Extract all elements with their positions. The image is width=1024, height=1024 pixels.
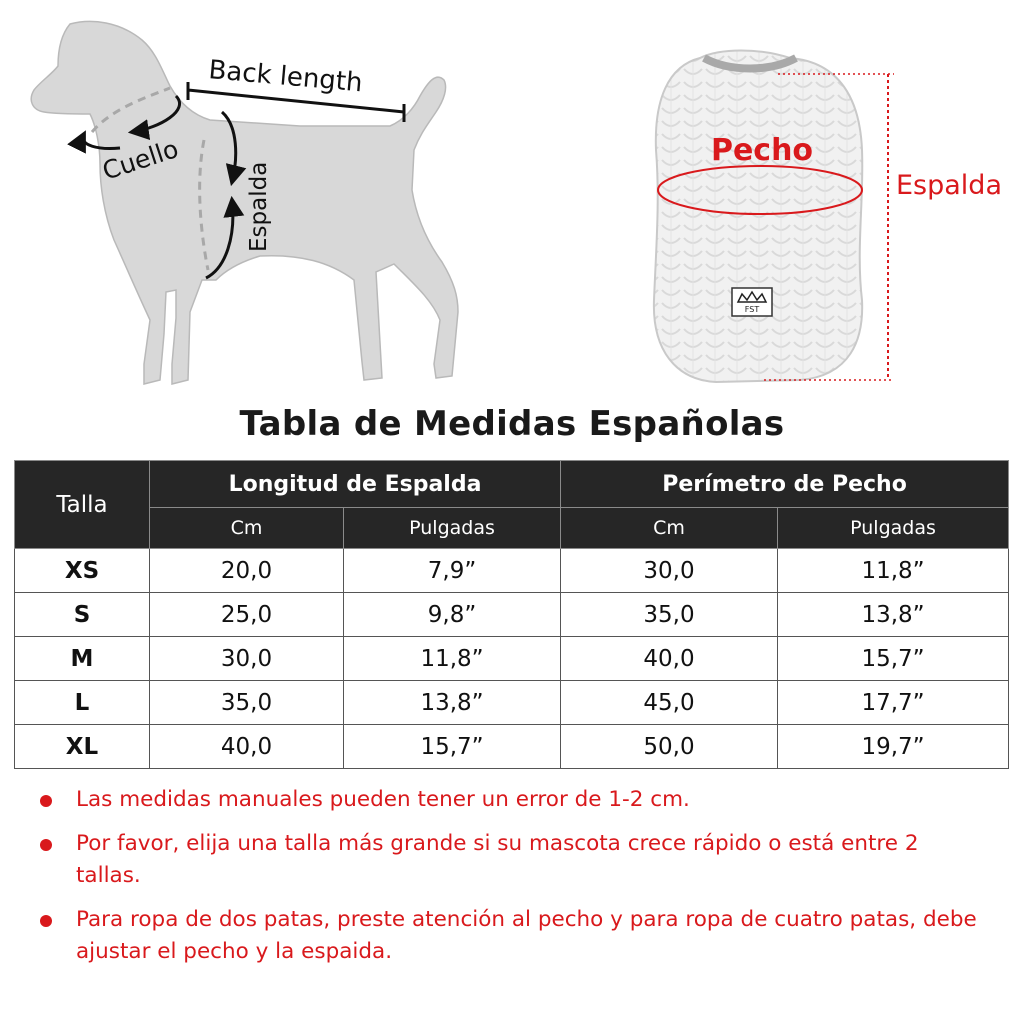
chest-in-cell: 11,8” [778, 549, 1009, 593]
tag-text: FST [744, 305, 760, 314]
size-cell: XL [15, 725, 150, 769]
back-cm-cell: 20,0 [150, 549, 344, 593]
chest-cm-header: Cm [561, 508, 778, 549]
back-in-cell: 11,8” [344, 637, 561, 681]
table-row [15, 681, 1009, 725]
back-cm-cell: 30,0 [150, 637, 344, 681]
chest-cm-cell: 50,0 [561, 725, 778, 769]
chest-cm-cell: 35,0 [561, 593, 778, 637]
size-cell: S [15, 593, 150, 637]
table-row [15, 637, 1009, 681]
back-length-label: Back length [207, 55, 364, 99]
note-item [40, 828, 990, 892]
chest-label: Pecho [710, 133, 814, 168]
page-title: Tabla de Medidas Españolas [239, 404, 785, 444]
back-in-cell: 15,7” [344, 725, 561, 769]
chest-in-cell: 15,7” [778, 637, 1009, 681]
notes-list [40, 784, 990, 980]
table-row [15, 725, 1009, 769]
back-in-header: Pulgadas [344, 508, 561, 549]
sweater-back-label: Espalda [896, 170, 1002, 201]
size-table [14, 460, 1009, 769]
chest-cm-cell: 30,0 [561, 549, 778, 593]
chest-cm-cell: 40,0 [561, 637, 778, 681]
chest-in-cell: 13,8” [778, 593, 1009, 637]
bullet-dot-icon [40, 795, 52, 807]
back-cm-cell: 40,0 [150, 725, 344, 769]
size-column-header: Talla [15, 461, 150, 549]
size-cell: L [15, 681, 150, 725]
chest-cm-cell: 45,0 [561, 681, 778, 725]
back-cm-header: Cm [150, 508, 344, 549]
chest-in-header: Pulgadas [778, 508, 1009, 549]
back-in-cell: 13,8” [344, 681, 561, 725]
back-cm-cell: 35,0 [150, 681, 344, 725]
size-cell: XS [15, 549, 150, 593]
note-item [40, 784, 990, 816]
back-in-cell: 9,8” [344, 593, 561, 637]
bullet-dot-icon [40, 915, 52, 927]
back-cm-cell: 25,0 [150, 593, 344, 637]
back-length-group-header: Longitud de Espalda [150, 461, 561, 508]
back-in-cell: 7,9” [344, 549, 561, 593]
table-row [15, 593, 1009, 637]
note-text: Para ropa de dos patas, preste atención al pecho y para ropa de cuatro patas, debe ajustar el pecho y la espaida. [76, 907, 977, 964]
chest-group-header: Perímetro de Pecho [561, 461, 1009, 508]
measurement-illustration [0, 0, 1024, 400]
bullet-dot-icon [40, 839, 52, 851]
size-cell: M [15, 637, 150, 681]
neck-label: Cuello [98, 134, 182, 186]
note-item [40, 904, 990, 968]
chest-in-cell: 17,7” [778, 681, 1009, 725]
sweater-icon [654, 51, 862, 383]
note-text: Las medidas manuales pueden tener un error de 1-2 cm. [76, 787, 690, 812]
chest-in-cell: 19,7” [778, 725, 1009, 769]
note-text: Por favor, elija una talla más grande si su mascota crece rápido o está entre 2 tallas. [76, 831, 919, 888]
table-row [15, 549, 1009, 593]
dog-back-label: Espalda [246, 161, 272, 252]
